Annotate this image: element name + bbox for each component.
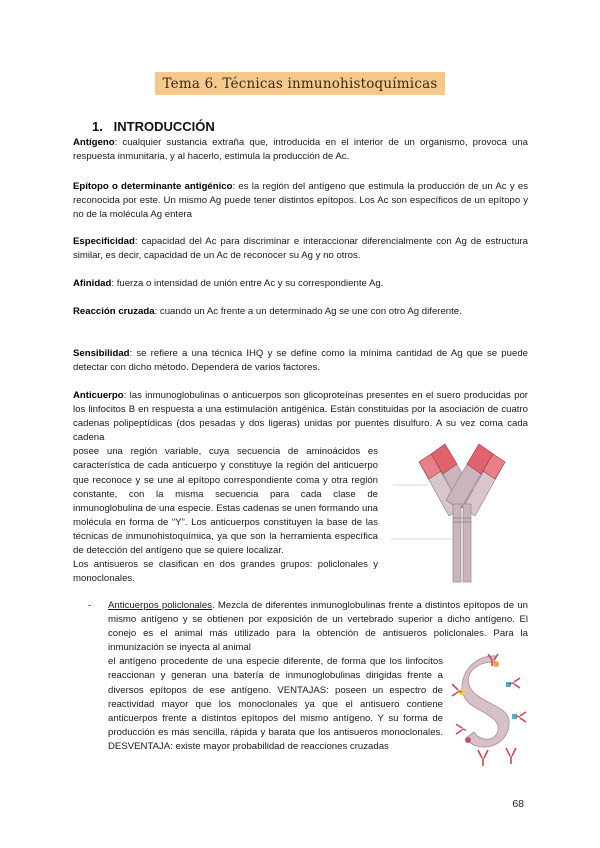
term: Especificidad bbox=[73, 236, 135, 247]
section-title: INTRODUCCIÓN bbox=[113, 119, 215, 134]
definition-text: : se refiere a una técnica IHQ y se define como la mínima cantidad de Ag que se puede detectar con dicho método. Dependerá de varios factores. bbox=[73, 348, 528, 374]
page-number: 68 bbox=[512, 798, 524, 810]
definition-text: : es la región del antígeno que estimula la producción de un Ac y es reconocida por este. Un mismo Ag puede tener distintos epítopos. Los Ac son específicos de un epítopo y no de la molécula Ag entera bbox=[73, 181, 528, 221]
definition-especificidad bbox=[73, 235, 528, 263]
definition-text: : capacidad del Ac para discriminar e interaccionar diferencialmente con Ag de estructura similar, es decir, capacidad de un Ac de reconocer su Ag y no otros. bbox=[73, 236, 528, 262]
definition-epitopo bbox=[73, 180, 528, 222]
section-heading bbox=[92, 119, 215, 134]
bullet-text-narrow: el antígeno procedente de una especie diferente, de forma que los linfocitos reaccionan y generan una batería de inmunoglobulinas dirigidas frente a diversos epítopos de ese antígeno. VENTAJAS: poseen un espectro de reactividad mayor que los monoclonales ya que el antisuero contiene anticuerpos frente a distintos epítopos del mismo antígeno. Y su forma de producción es más sencilla, rápida y barata que los antisueros monoclonales. DESVENTAJA: existe mayor probabilidad de reacciones cruzadas bbox=[108, 656, 443, 752]
definition-text-tail: Los antisueros se clasifican en dos grandes grupos: policlonales y monoclonales. bbox=[73, 559, 378, 585]
stem bbox=[453, 504, 471, 582]
term: Sensibilidad bbox=[73, 348, 130, 359]
antigen-shape bbox=[462, 656, 509, 747]
term: Antígeno bbox=[73, 137, 115, 148]
bullet-text-full: . Mezcla de diferentes inmunoglobulinas frente a distintos epítopos de un mismo antígeno y se obtienen por exposición de un vertebrado superior a dicho antígeno. El conejo es el animal más utilizado para la obtención de antisueros policlonales. Para la inmunización se inyecta al animal bbox=[108, 600, 528, 654]
bullet-text bbox=[108, 599, 528, 655]
term: Anticuerpo bbox=[73, 390, 124, 401]
section-number: 1. bbox=[92, 119, 103, 134]
definition-text: : las inmunoglobulinas o anticuerpos son glicoproteínas presentes en el suero producidas por los linfocitos B en respuesta a una estimulación antigénica. Están constituidas por la asociación de cuatro cadenas polipeptídicas (dos pesadas y dos ligeras) unidas por puentes disulfuro. A su vez coma cada cadena bbox=[73, 390, 528, 444]
definition-afinidad bbox=[73, 277, 528, 291]
antibody-y-illustration bbox=[383, 438, 531, 588]
epitope-marker bbox=[465, 737, 471, 743]
term: Epítopo o determinante antigénico bbox=[73, 181, 233, 192]
definition-text: : fuerza o intensidad de unión entre Ac y su correspondiente Ag. bbox=[111, 278, 384, 289]
term: Afinidad bbox=[73, 278, 112, 289]
definition-text-wrapped: posee una región variable, cuya secuencia de aminoácidos es característica de cada anticuerpo y constituye la región del anticuerpo que reconoce y se une al epítopo correspondiente coma y otra región constante, con la misma secuencia para cada clase de inmunoglobulina de una especie. Estas cadenas se unen formando una molécula en forma de “Y”. Los anticuerpos constituyen la base de las técnicas de inmunohistoquímica, ya que son la herramienta específica de detección del antígeno que se quiere localizar. bbox=[73, 446, 378, 557]
bullet-term: Anticuerpos policlonales bbox=[108, 600, 213, 611]
definition-text: : cuando un Ac frente a un determinado Ag se une con otro Ag diferente. bbox=[154, 306, 462, 317]
definition-antigeno bbox=[73, 136, 528, 164]
title-wrapper bbox=[0, 72, 600, 95]
epitope-marker bbox=[493, 661, 499, 667]
polyclonal-binding-illustration bbox=[448, 654, 534, 774]
definition-text: : cualquier sustancia extraña que, introducida en el interior de un organismo, provoca una respuesta inmunitaria, y al hacerlo, estimula la producción de Ac. bbox=[73, 137, 528, 163]
definition-reaccion-cruzada bbox=[73, 305, 528, 319]
bullet-dash: - bbox=[88, 600, 92, 611]
term: Reacción cruzada bbox=[73, 306, 155, 317]
page-title: Tema 6. Técnicas inmunohistoquímicas bbox=[155, 72, 446, 95]
definition-sensibilidad bbox=[73, 347, 528, 375]
